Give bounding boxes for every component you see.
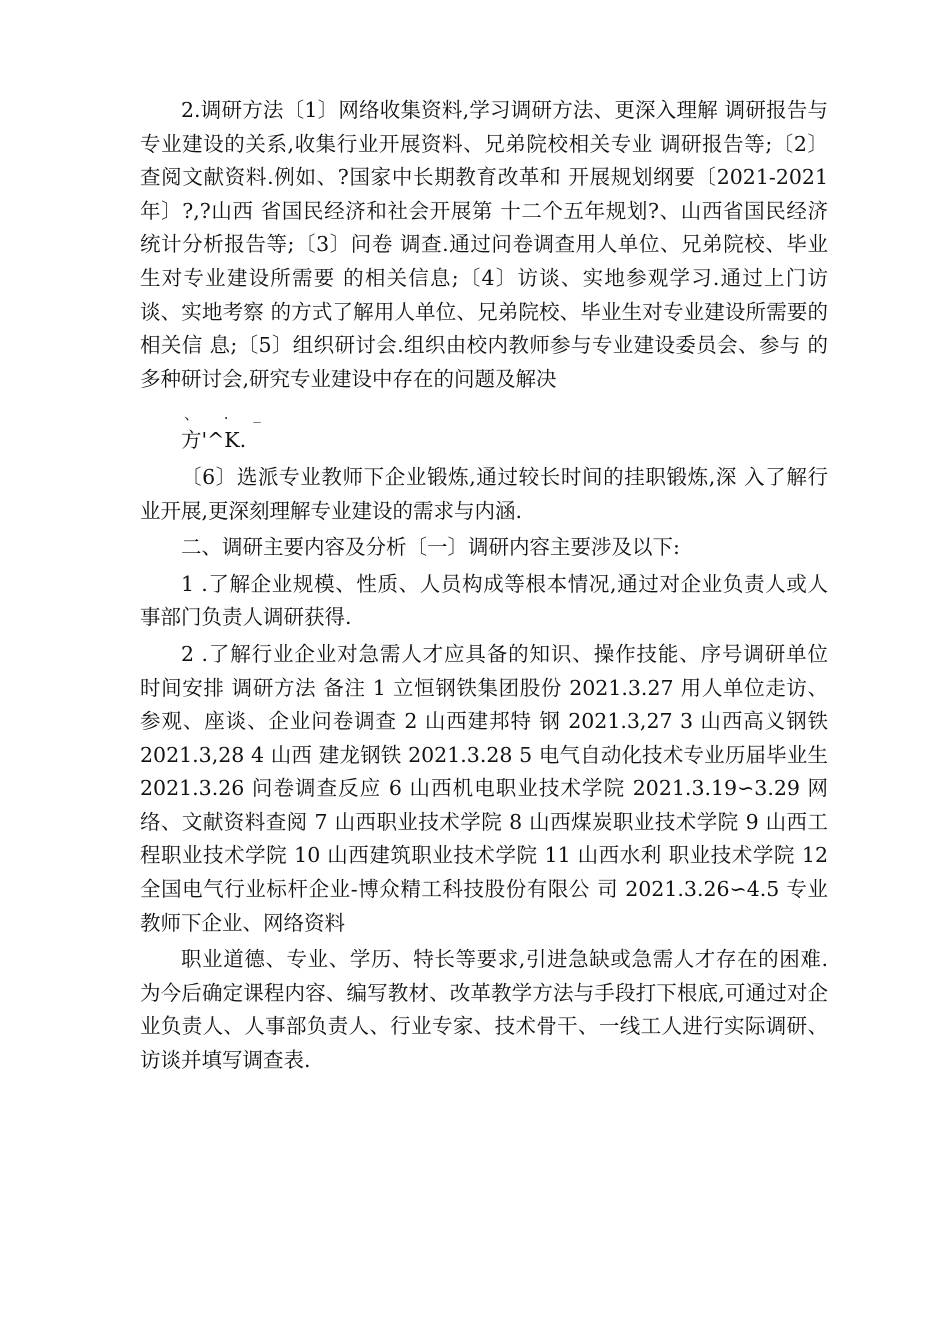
paragraph-method-6: 〔6〕选派专业教师下企业锻炼,通过较长时间的挂职锻炼,深 入了解行业开展,更深刻理解专业建设的需求与内涵. <box>140 464 828 523</box>
paragraph-continuation: 职业道德、专业、学历、特长等要求,引进急缺或急需人才存在的困难.为今后确定课程内容、编写教材、改革教学方法与手段打下根底,可通过对企业负责人、人事部负责人、行业专家、技术骨干、一线工人进行实际调研、访谈并填写调查表. <box>140 947 828 1073</box>
paragraph-item-2-table-text: 2 .了解行业企业对急需人才应具备的知识、操作技能、序号调研单位 时间安排 调研方法 备注 1 立恒钢铁集团股份 2021.3.27 用人单位走访、参观、座谈、企业问卷调查 2 山西建邦特 钢 2021.3,27 3 山西高义钢铁 2021.3,28 4 山西 建龙钢铁 2021.3.28 5 电气自动化技术专业历届毕业生 2021.3.26 问卷调查反应 6 山西机电职业技术学院 2021.3.19∽3.29 网络、文献资料查阅 7 山西职业技术学院 8 山西煤炭职业技术学院 9 山西工程职业技术学院 10 山西建筑职业技术学院 11 山西水利 职业技术学院 12 全国电气行业标杆企业-博众精工科技股份有限公 司 2021.3.26∽4.5 专业教师下企业、网络资料 <box>140 641 828 935</box>
paragraph-fragment: 方'^K. <box>181 428 247 453</box>
document-body <box>140 94 828 1081</box>
paragraph-item-1: 1 .了解企业规模、性质、人员构成等根本情况,通过对企业负责人或人事部门负责人调研获得. <box>140 571 828 630</box>
section-heading-content: 二、调研主要内容及分析〔一〕调研内容主要涉及以下: <box>181 535 680 560</box>
paragraph-research-methods: 2.调研方法〔1〕网络收集资料,学习调研方法、更深入理解 调研报告与专业建设的关系,收集行业开展资料、兄弟院校相关专业 调研报告等;〔2〕查阅文献资料.例如、?国家中长期教育改革和 开展规划纲要〔2021-2021年〕?,?山西 省国民经济和社会开展第 十二个五年规划?、山西省国民经济统计分析报告等;〔3〕问卷 调查.通过问卷调查用人单位、兄弟院校、毕业生对专业建设所需要 的相关信息;〔4〕访谈、实地参观学习.通过上门访谈、实地考察 的方式了解用人单位、兄弟院校、毕业生对专业建设所需要的相关信 息;〔5〕组织研讨会.组织由校内教师参与专业建设委员会、参与 的多种研讨会,研究专业建设中存在的问题及解决 <box>140 98 828 391</box>
ocr-artifact-glyphs: 、 . _ <box>184 405 271 424</box>
